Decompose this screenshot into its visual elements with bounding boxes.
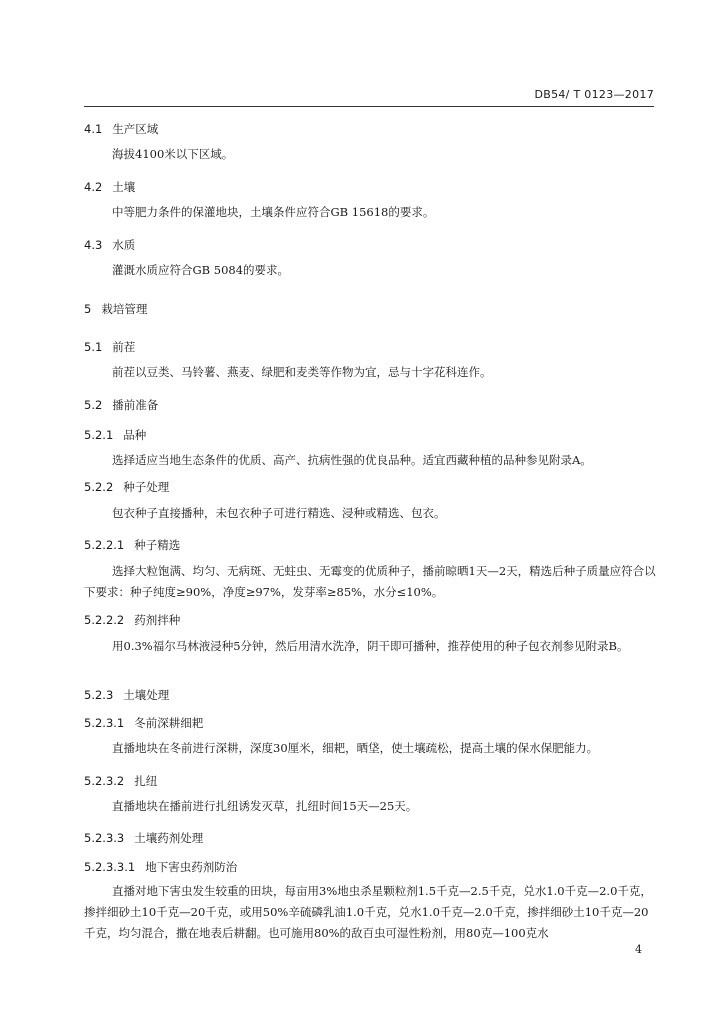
section-title: 水质	[112, 238, 136, 252]
section-title: 药剂拌种	[134, 613, 181, 627]
section-title: 冬前深耕细耙	[134, 716, 204, 730]
section-title: 土壤药剂处理	[134, 831, 204, 845]
section-number: 5.2.3.1	[84, 716, 125, 730]
section-heading-5-2-3	[84, 687, 169, 703]
section-number: 4.2	[84, 180, 103, 194]
section-5-2-3-3-1-text: 直播对地下害虫发生较重的田块，每亩用3%地虫杀星颗粒剂1.5千克—2.5千克，兑水1.0千克—2.0千克，掺拌细砂土10千克—20千克，或用50%辛硫磷乳油1.0千克，兑水1.0千克—2.0千克，掺拌细砂土10千克—20千克，均匀混合，撒在地表后耕翻。也可施用80%的敌百虫可湿性粉剂，用80克—100克水	[84, 884, 652, 940]
section-title: 生产区域	[112, 122, 159, 136]
section-4-2-text: 中等肥力条件的保灌地块，土壤条件应符合GB 15618的要求。	[112, 205, 435, 219]
section-title: 前茬	[112, 340, 136, 354]
section-heading-4-1	[84, 121, 158, 137]
section-5-2-3-2-text: 直播地块在播前进行扎纽诱发灭草，扎纽时间15天—25天。	[112, 799, 418, 813]
section-4-1-text: 海拔4100米以下区域。	[112, 147, 234, 161]
section-number: 5.2.2	[84, 480, 114, 494]
section-number: 5.2.3.3	[84, 831, 125, 845]
section-number: 4.1	[84, 122, 103, 136]
page-number: 4	[635, 943, 642, 956]
section-title: 品种	[123, 428, 147, 442]
section-number: 5.2	[84, 398, 103, 412]
section-4-3-text: 灌溉水质应符合GB 5084的要求。	[112, 263, 290, 277]
section-5-2-2-text: 包衣种子直接播种，未包衣种子可进行精选、浸种或精选、包衣。	[112, 506, 446, 520]
section-number: 5.1	[84, 340, 103, 354]
section-heading-5-2-3-3	[84, 830, 203, 846]
section-title: 种子处理	[123, 480, 170, 494]
section-number: 5.2.1	[84, 428, 114, 442]
section-title: 播前准备	[112, 398, 159, 412]
section-title: 地下害虫药剂防治	[145, 860, 238, 874]
section-heading-5-2-2-2	[84, 612, 180, 628]
section-number: 5.2.2.2	[84, 613, 125, 627]
section-number: 5	[84, 302, 92, 316]
section-heading-5-2-2-1	[84, 537, 180, 553]
section-number: 5.2.3.2	[84, 774, 125, 788]
section-heading-5-2-3-3-1	[84, 859, 237, 875]
section-number: 5.2.2.1	[84, 538, 125, 552]
section-number: 4.3	[84, 238, 103, 252]
section-title: 扎纽	[134, 774, 158, 788]
section-5-2-1-text: 选择适应当地生态条件的优质、高产、抗病性强的优良品种。适宜西藏种植的品种参见附录A。	[112, 453, 592, 467]
section-title: 土壤处理	[123, 688, 170, 702]
section-heading-5-2-3-2	[84, 773, 157, 789]
section-heading-4-2	[84, 179, 135, 195]
section-5-2-2-1-text: 选择大粒饱满、均匀、无病斑、无蛀虫、无霉变的优质种子，播前晾晒1天—2天，精选后种子质量应符合以下要求：种子纯度≥90%，净度≥97%，发芽率≥85%，水分≤10%。	[84, 564, 656, 599]
section-heading-4-3	[84, 237, 135, 253]
header-rule	[84, 106, 654, 107]
section-title: 种子精选	[134, 538, 181, 552]
section-5-2-2-2-text: 用0.3%福尔马林液浸种5分钟，然后用清水洗净，阴干即可播种，推荐使用的种子包衣剂参见附录B。	[112, 639, 629, 653]
section-heading-5-1	[84, 339, 135, 355]
section-5-2-3-1-text: 直播地块在冬前进行深耕，深度30厘米，细耙，晒垡，使土壤疏松，提高土壤的保水保肥能力。	[112, 741, 599, 755]
section-heading-5-2-3-1	[84, 715, 203, 731]
section-heading-5-2-1	[84, 427, 146, 443]
chapter-heading-5	[84, 301, 147, 317]
section-title: 土壤	[112, 180, 136, 194]
section-title: 栽培管理	[101, 302, 148, 316]
section-heading-5-2-2	[84, 479, 169, 495]
document-code: DB54/ T 0123—2017	[534, 88, 654, 101]
section-number: 5.2.3.3.1	[84, 860, 136, 874]
section-heading-5-2	[84, 397, 158, 413]
section-number: 5.2.3	[84, 688, 114, 702]
section-5-1-text: 前茬以豆类、马铃薯、燕麦、绿肥和麦类等作物为宜，忌与十字花科连作。	[112, 365, 492, 379]
